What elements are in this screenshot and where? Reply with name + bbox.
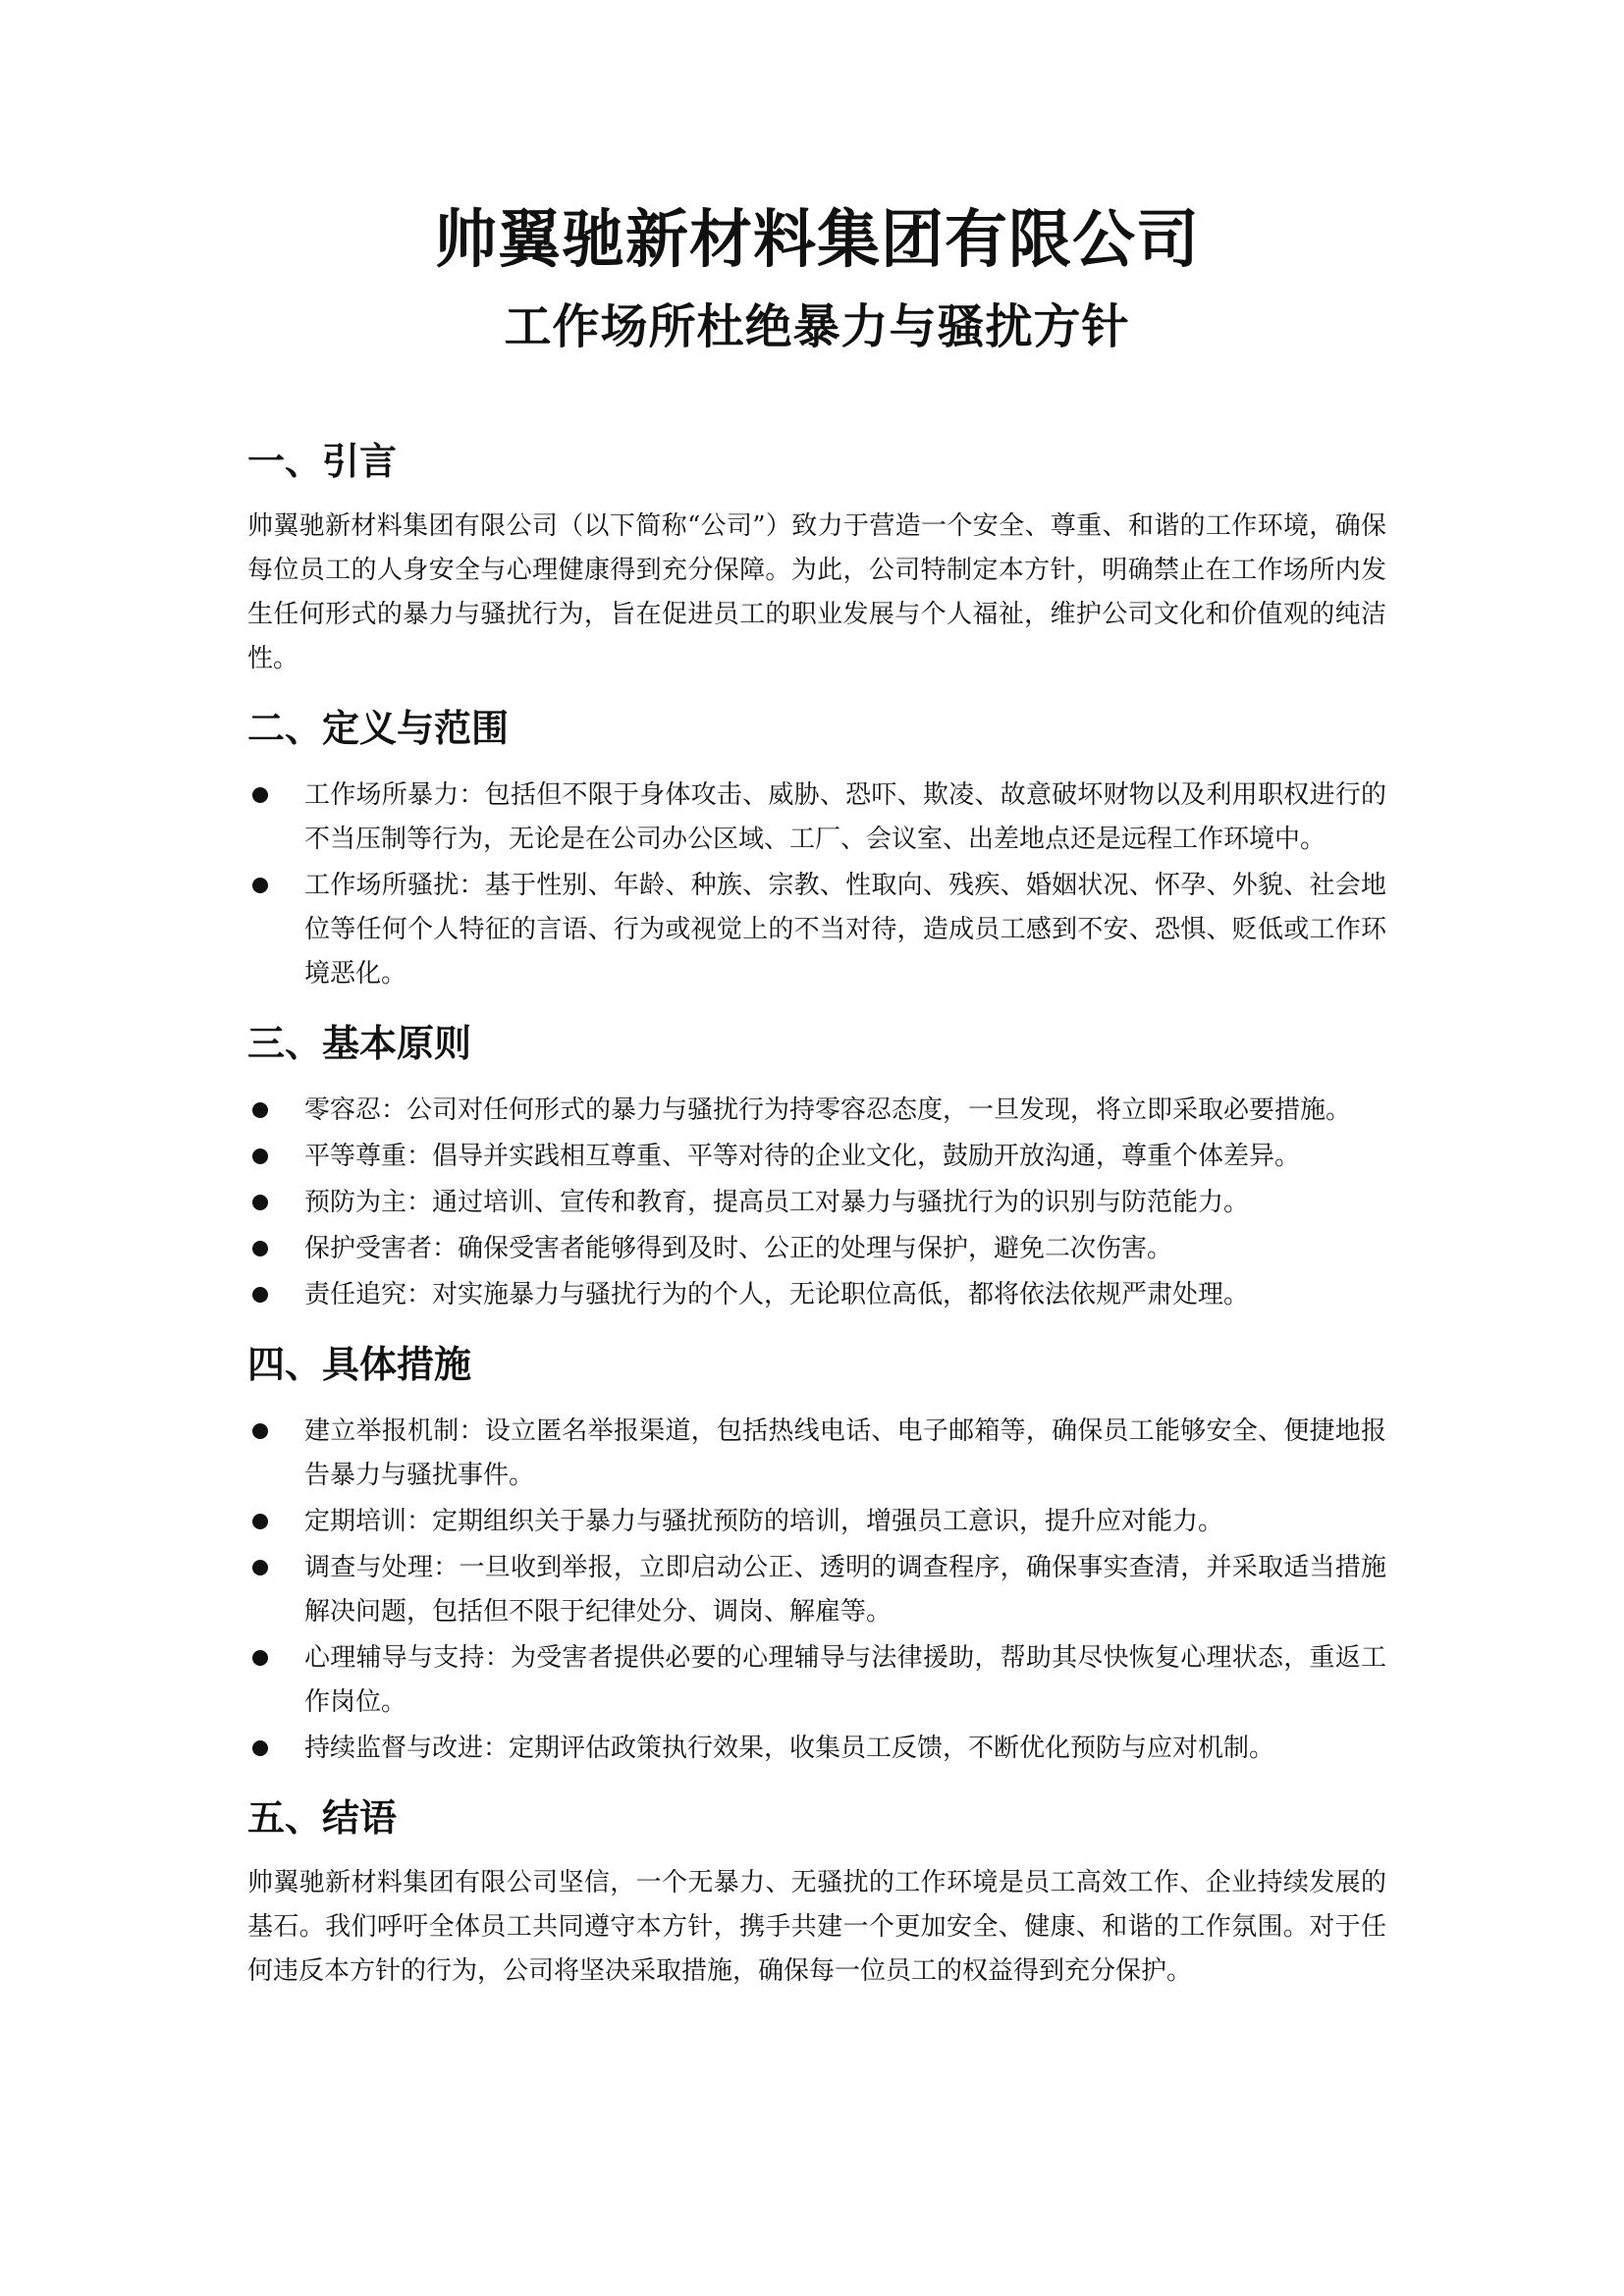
- section-paragraph: 帅翼驰新材料集团有限公司坚信，一个无暴力、无骚扰的工作环境是员工高效工作、企业持续发展的基石。我们呼吁全体员工共同遵守本方针，携手共建一个更加安全、健康、和谐的工作氛围。对于任何违反本方针的行为，公司将坚决采取措施，确保每一位员工的权益得到充分保护。: [247, 1868, 1386, 1986]
- list-item-text: 保护受害者：确保受害者能够得到及时、公正的处理与保护，避免二次伤害。: [304, 1234, 1173, 1263]
- section-introduction: [247, 434, 1386, 681]
- list-item: [247, 1227, 1386, 1271]
- section-measures: [247, 1337, 1386, 1771]
- document-content: [247, 196, 1386, 1994]
- section-conclusion: [247, 1790, 1386, 1994]
- bullet-dot-icon: [252, 1195, 268, 1210]
- section-heading: 五、结语: [247, 1796, 398, 1840]
- list-item-text: 定期培训：定期组织关于暴力与骚扰预防的培训，增强员工意识，提升应对能力。: [304, 1507, 1224, 1536]
- bullet-dot-icon: [252, 1423, 268, 1439]
- list-item-text: 心理辅导与支持：为受害者提供必要的心理辅导与法律援助，帮助其尽快恢复心理状态，重返工作岗位。: [304, 1643, 1386, 1717]
- bullet-dot-icon: [252, 1287, 268, 1303]
- section-heading: 三、基本原则: [247, 1022, 472, 1065]
- bullet-list: [247, 774, 1386, 996]
- list-item-text: 工作场所暴力：包括但不限于身体攻击、威胁、恐吓、欺凌、故意破坏财物以及利用职权进行的不当压制等行为，无论是在公司办公区域、工厂、会议室、出差地点还是远程工作环境中。: [304, 780, 1386, 854]
- section-paragraph: 帅翼驰新材料集团有限公司（以下简称“公司”）致力于营造一个安全、尊重、和谐的工作环境，确保每位员工的人身安全与心理健康得到充分保障。为此，公司特制定本方针，明确禁止在工作场所内发生任何形式的暴力与骚扰行为，旨在促进员工的职业发展与个人福祉，维护公司文化和价值观的纯洁性。: [247, 511, 1386, 673]
- document-subtitle: 工作场所杜绝暴力与骚扰方针: [504, 299, 1130, 354]
- list-item: [247, 1500, 1386, 1544]
- bullet-dot-icon: [252, 1740, 268, 1756]
- section-heading: 四、具体措施: [247, 1343, 472, 1386]
- bullet-list: [247, 1089, 1386, 1317]
- list-item: [247, 864, 1386, 996]
- bullet-dot-icon: [252, 1102, 268, 1118]
- list-item-text: 零容忍：公司对任何形式的暴力与骚扰行为持零容忍态度，一旦发现，将立即采取必要措施。: [304, 1095, 1352, 1125]
- bullet-dot-icon: [252, 1148, 268, 1164]
- list-item-text: 责任追究：对实施暴力与骚扰行为的个人，无论职位高低，都将依法依规严肃处理。: [304, 1280, 1250, 1309]
- list-item: [247, 1546, 1386, 1634]
- bullet-dot-icon: [252, 1514, 268, 1529]
- list-item: [247, 1273, 1386, 1317]
- section-principles: [247, 1016, 1386, 1317]
- document-title: 帅翼驰新材料集团有限公司: [434, 203, 1200, 277]
- bullet-list: [247, 1410, 1386, 1771]
- bullet-dot-icon: [252, 787, 268, 803]
- list-item: [247, 1089, 1386, 1133]
- section-heading: 二、定义与范围: [247, 707, 510, 750]
- list-item: [247, 1727, 1386, 1771]
- list-item-text: 平等尊重：倡导并实践相互尊重、平等对待的企业文化，鼓励开放沟通，尊重个体差异。: [304, 1142, 1301, 1171]
- bullet-dot-icon: [252, 1241, 268, 1256]
- list-item-text: 调查与处理：一旦收到举报，立即启动公正、透明的调查程序，确保事实查清，并采取适当措施解决问题，包括但不限于纪律处分、调岗、解雇等。: [304, 1553, 1386, 1627]
- list-item-text: 建立举报机制：设立匿名举报渠道，包括热线电话、电子邮箱等，确保员工能够安全、便捷地报告暴力与骚扰事件。: [304, 1416, 1386, 1490]
- list-item: [247, 1410, 1386, 1498]
- list-item: [247, 774, 1386, 862]
- section-definitions: [247, 701, 1386, 996]
- list-item: [247, 1135, 1386, 1179]
- bullet-dot-icon: [252, 878, 268, 893]
- section-heading: 一、引言: [247, 440, 398, 483]
- bullet-dot-icon: [252, 1650, 268, 1666]
- list-item: [247, 1181, 1386, 1225]
- bullet-dot-icon: [252, 1560, 268, 1575]
- list-item-text: 持续监督与改进：定期评估政策执行效果，收集员工反馈，不断优化预防与应对机制。: [304, 1734, 1275, 1763]
- list-item-text: 工作场所骚扰：基于性别、年龄、种族、宗教、性取向、残疾、婚姻状况、怀孕、外貌、社会地位等任何个人特征的言语、行为或视觉上的不当对待，造成员工感到不安、恐惧、贬低或工作环境恶化。: [304, 871, 1386, 988]
- list-item-text: 预防为主：通过培训、宣传和教育，提高员工对暴力与骚扰行为的识别与防范能力。: [304, 1188, 1250, 1217]
- list-item: [247, 1636, 1386, 1725]
